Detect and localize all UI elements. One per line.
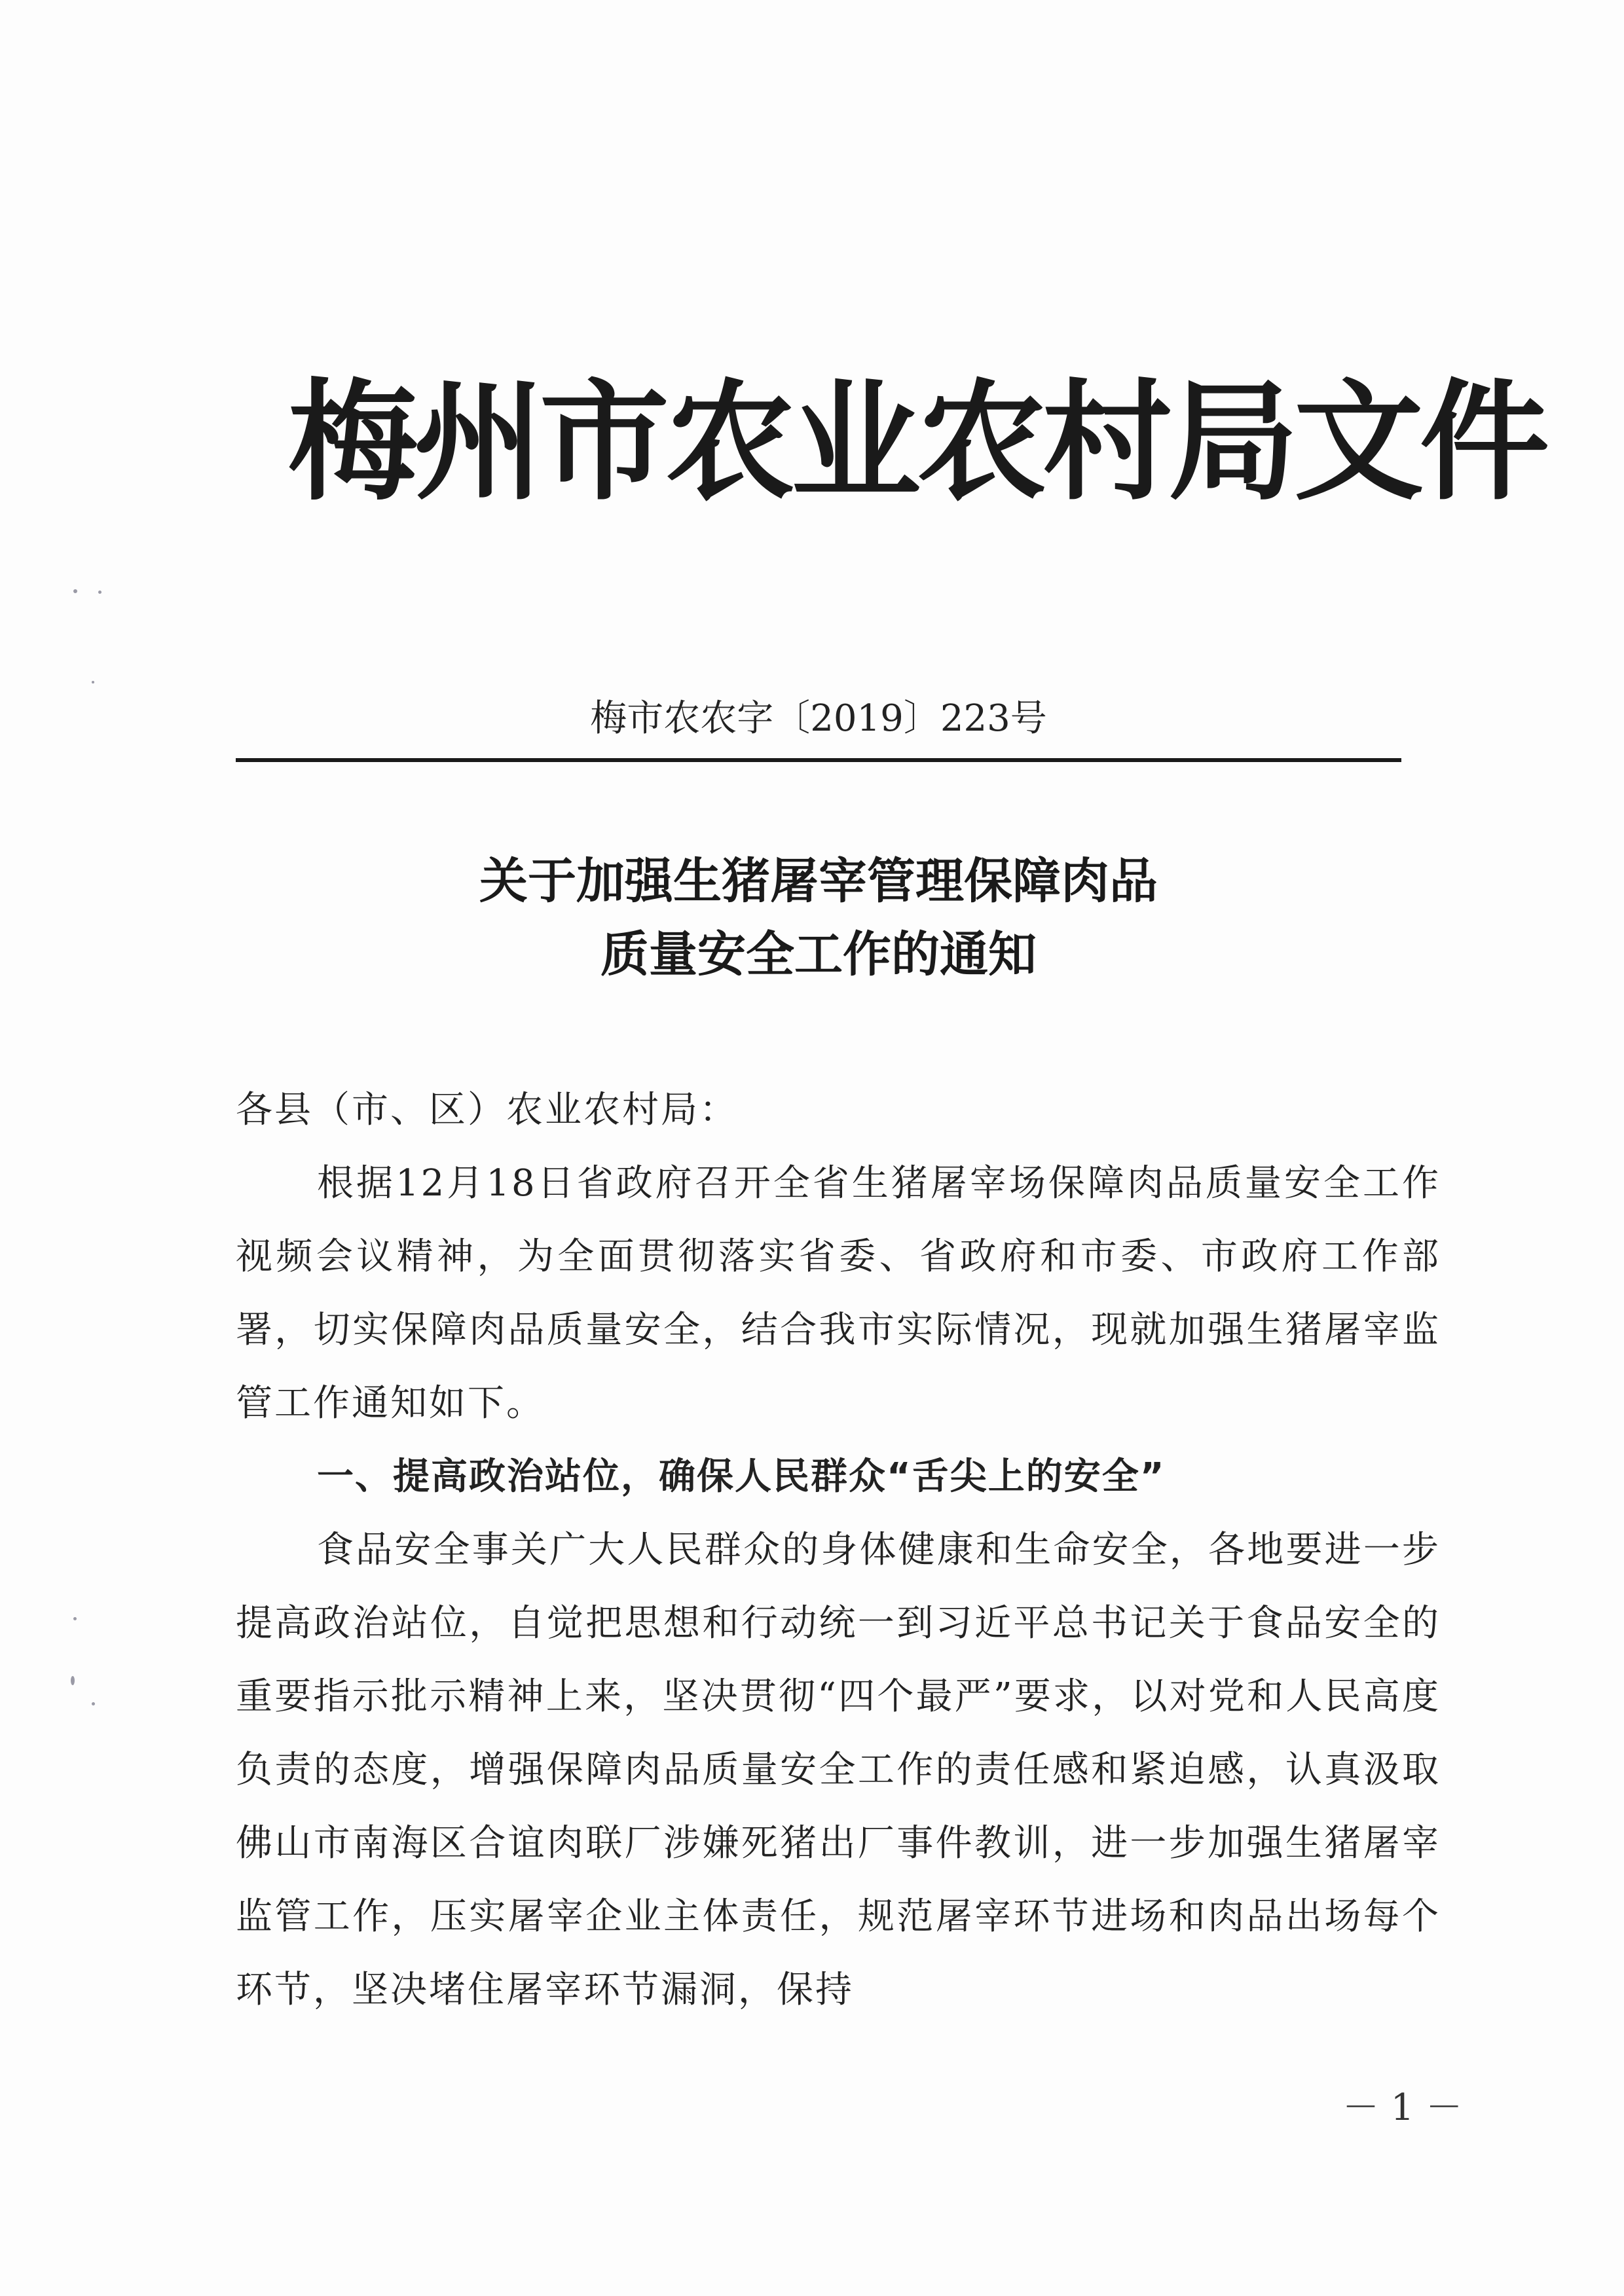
scan-speck [71,1676,75,1685]
header-divider [236,758,1401,762]
salutation: 各县（市、区）农业农村局： [236,1089,738,1131]
scan-speck [92,1702,95,1705]
subject-line-2: 质量安全工作的通知 [600,926,1037,983]
scan-speck [98,591,101,594]
scan-speck [73,1617,77,1620]
scan-speck [73,589,77,593]
page-number: － 1 － [1342,2086,1463,2129]
document-body [236,1074,1441,2027]
intro-paragraph: 根据12月18日省政府召开全省生猪屠宰场保障肉品质量安全工作视频会议精神，为全面贯彻落实省委、省政府和市委、市政府工作部署，切实保障肉品质量安全，结合我市实际情况，现就加强生猪屠宰监管工作通知如下。 [236,1162,1441,1425]
document-subject [236,845,1401,991]
subject-line-1: 关于加强生猪屠宰管理保障肉品 [479,853,1158,909]
document-number: 梅市农农字〔2019〕223号 [590,697,1047,740]
scan-speck [92,681,94,683]
section-heading-1: 一、提高政治站位，确保人民群众“舌尖上的安全” [317,1455,1166,1498]
issuer-header-title: 梅州市农业农村局文件 [288,365,1545,518]
section-paragraph-1: 食品安全事关广大人民群众的身体健康和生命安全，各地要进一步提高政治站位，自觉把思想和行动统一到习近平总书记关于食品安全的重要指示批示精神上来，坚决贯彻“四个最严”要求，以对党和人民高度负责的态度，增强保障肉品质量安全工作的责任感和紧迫感，认真汲取佛山市南海区合谊肉联厂涉嫌死猪出厂事件教训，进一步加强生猪屠宰监管工作，压实屠宰企业主体责任，规范屠宰环节进场和肉品出场每个环节，坚决堵住屠宰环节漏洞，保持 [236,1529,1441,2011]
